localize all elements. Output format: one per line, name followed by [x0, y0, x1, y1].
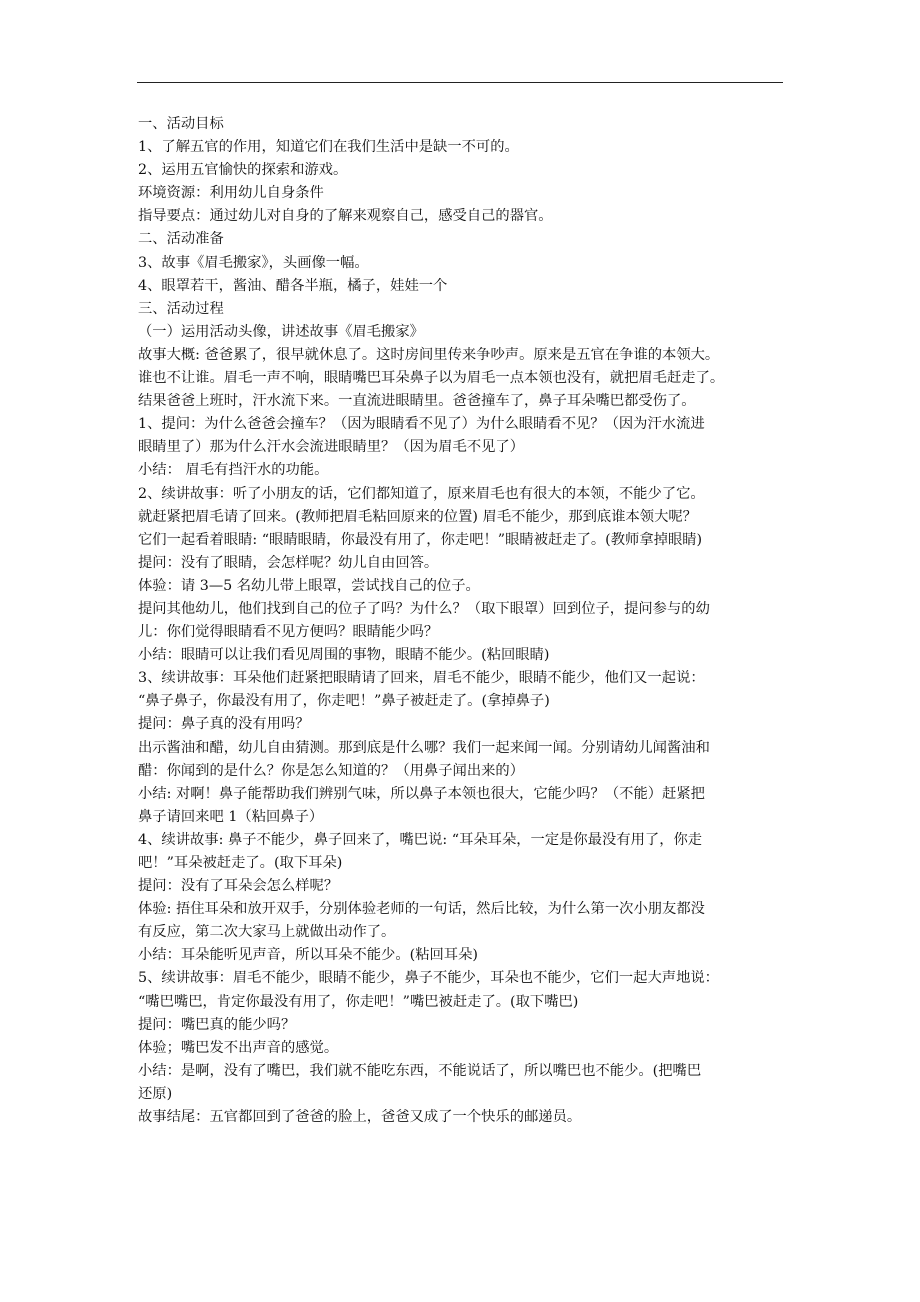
text-line: 吧！”耳朵被赶走了。(取下耳朵) — [138, 855, 343, 871]
text-line: 一、活动目标 — [138, 116, 224, 132]
text-line: 醋：你闻到的是什么？你是怎么知道的？（用鼻子闻出来的） — [138, 762, 525, 779]
text-line: 谁也不让谁。眉毛一声不响，眼睛嘴巴耳朵鼻子以为眉毛一点本领也没有，就把眉毛赶走了。 — [138, 370, 725, 387]
text-line: （一）运用活动头像，讲述故事《眉毛搬家》 — [138, 323, 424, 340]
text-line: “嘴巴嘴巴，肯定你最没有用了，你走吧！”嘴巴被赶走了。(取下嘴巴) — [138, 993, 579, 1010]
text-line: 体验: 捂住耳朵和放开双手，分别体验老师的一句话，然后比较，为什么第一次小朋友都没 — [138, 901, 705, 918]
text-line: 三、活动过程 — [138, 300, 224, 317]
text-line: 4、眼罩若干，酱油、醋各半瓶，橘子，娃娃一个 — [138, 277, 448, 294]
text-line: 小结：是啊，没有了嘴巴，我们就不能吃东西，不能说话了，所以嘴巴也不能少。(把嘴巴 — [138, 1062, 702, 1079]
text-line: 3、续讲故事：耳朵他们赶紧把眼睛请了回来，眉毛不能少，眼睛不能少，他们又一起说： — [138, 670, 705, 687]
text-line: 提问其他幼儿，他们找到自己的位子了吗？为什么？（取下眼罩）回到位子，提问参与的幼 — [138, 600, 710, 617]
text-line: 故事大概: 爸爸累了，很早就休息了。这时房间里传来争吵声。原来是五官在争谁的本领大。 — [138, 346, 720, 363]
text-line: 环境资源：利用幼儿自身条件 — [138, 185, 324, 202]
text-line: 提问：嘴巴真的能少吗？ — [138, 1016, 296, 1033]
text-line: 提问：没有了眼睛，会怎样呢？幼儿自由回答。 — [138, 554, 439, 571]
document-body — [138, 113, 788, 1129]
text-line: 出示酱油和醋，幼儿自由猜测。那到底是什么哪？我们一起来闻一闻。分别请幼儿闻酱油和 — [138, 739, 710, 756]
text-line: 3、故事《眉毛搬家》，头画像一幅。 — [138, 254, 369, 271]
text-line: 有反应，第二次大家马上就做出动作了。 — [138, 924, 396, 941]
text-line: 就赶紧把眉毛请了回来。(教师把眉毛粘回原来的位置) 眉毛不能少，那到底谁本领大呢？ — [138, 508, 697, 525]
text-line: 小结： 眉毛有挡汗水的功能。 — [138, 462, 329, 479]
text-line: 2、续讲故事：听了小朋友的话，它们都知道了，原来眉毛也有很大的本领，不能少了它。 — [138, 485, 705, 502]
text-line: 5、续讲故事：眉毛不能少，眼睛不能少，鼻子不能少，耳朵也不能少，它们一起大声地说： — [138, 970, 719, 987]
text-line: 它们一起看着眼睛: “眼睛眼睛，你最没有用了，你走吧！”眼睛被赶走了。(教师拿掉眼睛) — [138, 531, 703, 548]
text-line: “鼻子鼻子，你最没有用了，你走吧！”鼻子被赶走了。(拿掉鼻子) — [138, 693, 550, 710]
header-rule — [137, 82, 783, 83]
text-line: 提问：鼻子真的没有用吗？ — [138, 716, 310, 733]
text-line: 指导要点：通过幼儿对自身的了解来观察自己，感受自己的器官。 — [138, 208, 553, 225]
text-line: 故事结尾：五官都回到了爸爸的脸上，爸爸又成了一个快乐的邮递员。 — [138, 1109, 582, 1126]
text-line: 小结: 对啊！鼻子能帮助我们辨别气味，所以鼻子本领也很大，它能少吗？（不能）赶紧把 — [138, 785, 705, 802]
text-line: 二、活动准备 — [138, 231, 224, 248]
text-line: 1、了解五官的作用，知道它们在我们生活中是缺一不可的。 — [138, 139, 519, 156]
text-line: 体验；嘴巴发不出声音的感觉。 — [138, 1039, 339, 1056]
text-line: 小结：眼睛可以让我们看见周围的事物，眼睛不能少。(粘回眼睛) — [138, 647, 550, 664]
text-line: 结果爸爸上班时，汗水流下来。一直流进眼睛里。爸爸撞车了，鼻子耳朵嘴巴都受伤了。 — [138, 393, 696, 410]
text-line: 还原) — [138, 1085, 173, 1102]
text-line: 提问：没有了耳朵会怎么样呢？ — [138, 878, 339, 895]
text-line: 儿：你们觉得眼睛看不见方便吗？眼睛能少吗？ — [138, 624, 439, 641]
text-line: 眼睛里了）那为什么汗水会流进眼睛里？（因为眉毛不见了） — [138, 439, 525, 456]
text-line: 小结：耳朵能听见声音，所以耳朵不能少。(粘回耳朵) — [138, 947, 478, 964]
text-line: 2、运用五官愉快的探索和游戏。 — [138, 162, 348, 179]
text-line: 1、提问：为什么爸爸会撞车？（因为眼睛看不见了）为什么眼睛看不见？（因为汗水流进 — [138, 416, 705, 433]
text-line: 体验：请 3—5 名幼儿带上眼罩，尝试找自己的位子。 — [138, 577, 480, 594]
text-line: 鼻子请回来吧 1（粘回鼻子） — [138, 808, 324, 825]
text-line: 4、续讲故事: 鼻子不能少，鼻子回来了，嘴巴说: “耳朵耳朵，一定是你最没有用了，你走 — [138, 831, 703, 848]
